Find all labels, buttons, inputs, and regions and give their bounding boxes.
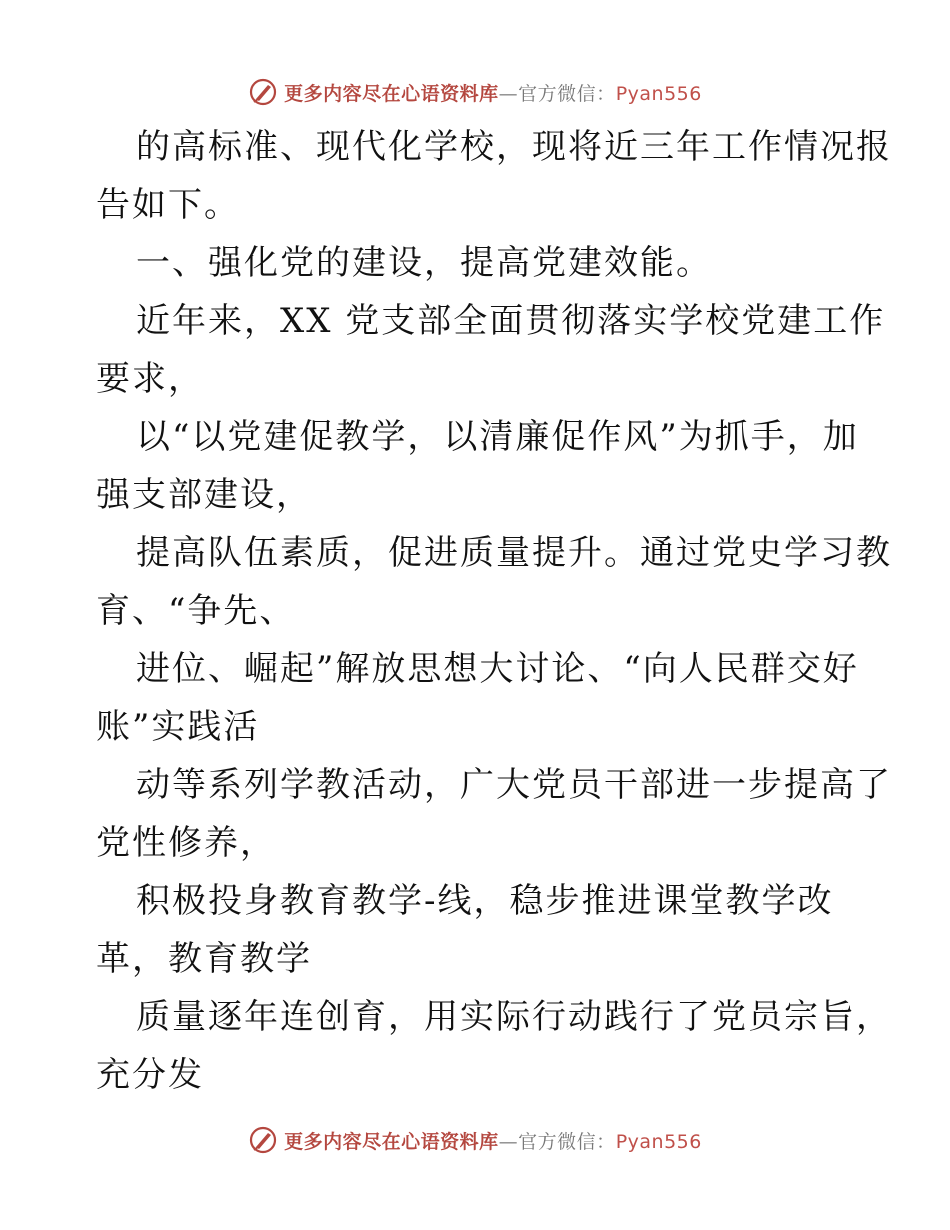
text-line: 的高标准、现代化学校，现将近三年工作情况报 bbox=[136, 127, 892, 167]
watermark-main-text: 更多内容尽在心语资料库 bbox=[284, 1130, 499, 1153]
quill-pen-logo-icon bbox=[248, 1125, 278, 1155]
text-line: 动等系列学教活动，广大党员干部进一步提高了 bbox=[136, 765, 892, 805]
watermark-official-label: 官方微信： bbox=[518, 82, 616, 105]
watermark-wechat-id: Pyan556 bbox=[615, 82, 702, 105]
section-heading: 一、强化党的建设，提高党建效能。 bbox=[136, 243, 712, 283]
watermark-dash: — bbox=[498, 82, 519, 105]
text-line: 近年来，XX 党支部全面贯彻落实学校党建工作 bbox=[136, 301, 886, 341]
text-line: 进位、崛起”解放思想大讨论、“向人民群交好 bbox=[136, 649, 859, 689]
text-line: 充分发 bbox=[96, 1055, 204, 1095]
text-line: 质量逐年连创育，用实际行动践行了党员宗旨， bbox=[136, 997, 892, 1037]
quill-pen-logo-icon bbox=[248, 77, 278, 107]
text-line: 要求， bbox=[96, 359, 204, 399]
text-line: 以“以党建促教学，以清廉促作风”为抓手，加 bbox=[136, 417, 859, 457]
watermark-main-text: 更多内容尽在心语资料库 bbox=[284, 82, 499, 105]
text-line: 革，教育教学 bbox=[96, 939, 312, 979]
text-line: 告如下。 bbox=[96, 185, 240, 225]
footer-watermark bbox=[0, 1120, 950, 1160]
watermark-text bbox=[284, 1127, 702, 1154]
watermark-text bbox=[284, 79, 702, 106]
text-line: 党性修养， bbox=[96, 823, 276, 863]
watermark-official-label: 官方微信： bbox=[518, 1130, 616, 1153]
watermark-dash: — bbox=[498, 1130, 519, 1153]
text-line: 强支部建设， bbox=[96, 475, 312, 515]
header-watermark bbox=[0, 72, 950, 112]
text-line: 积极投身教育教学-线，稳步推进课堂教学改 bbox=[136, 881, 834, 921]
watermark-wechat-id: Pyan556 bbox=[615, 1130, 702, 1153]
text-line: 育、“争先、 bbox=[96, 591, 296, 631]
text-line: 账”实践活 bbox=[96, 707, 260, 747]
text-line: 提高队伍素质，促进质量提升。通过党史学习教 bbox=[136, 533, 892, 573]
document-body bbox=[96, 118, 892, 1104]
